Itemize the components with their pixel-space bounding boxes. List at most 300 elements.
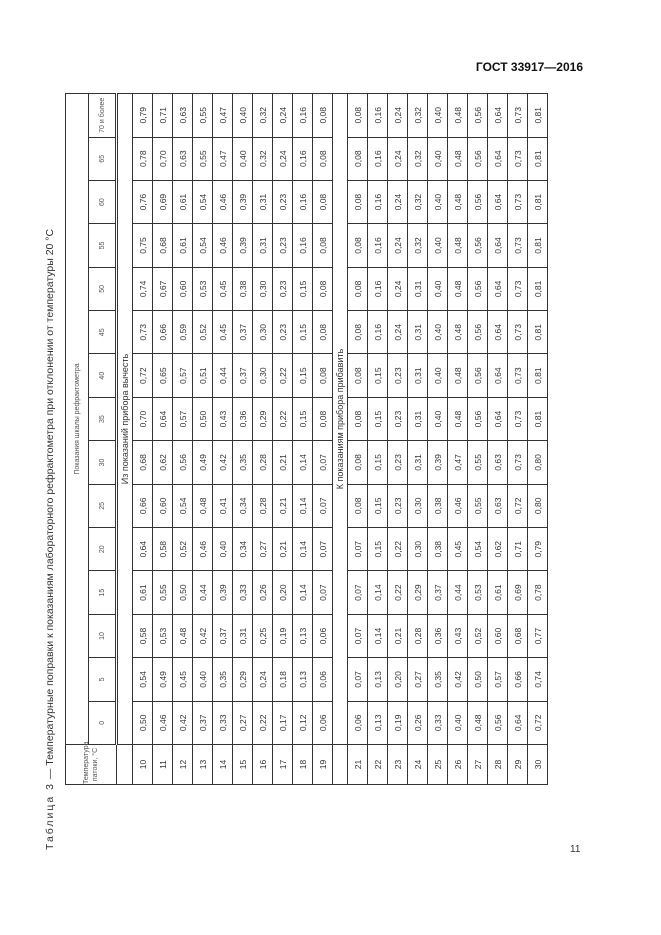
correction-cell: 0,40 [428, 94, 448, 138]
correction-cell: 0,31 [408, 397, 428, 440]
correction-cell: 0,35 [213, 658, 233, 701]
correction-cell: 0,40 [428, 267, 448, 310]
correction-cell: 0,56 [468, 397, 488, 440]
correction-cell: 0,32 [253, 137, 273, 180]
table-row [293, 94, 313, 785]
correction-cell: 0,75 [133, 224, 153, 267]
correction-cell: 0,24 [273, 137, 293, 180]
correction-cell: 0,30 [408, 484, 428, 527]
correction-cell: 0,31 [253, 224, 273, 267]
correction-cell: 0,06 [313, 701, 333, 744]
correction-cell: 0,42 [213, 441, 233, 484]
correction-cell: 0,28 [408, 614, 428, 657]
correction-cell: 0,77 [528, 614, 548, 657]
correction-cell: 0,37 [193, 701, 213, 744]
temperature-cell: 28 [488, 745, 508, 785]
correction-cell: 0,06 [348, 701, 368, 744]
correction-cell: 0,54 [193, 224, 213, 267]
correction-cell: 0,16 [368, 267, 388, 310]
column-header: 60 [89, 180, 117, 223]
column-header: 25 [89, 484, 117, 527]
correction-cell: 0,52 [193, 311, 213, 354]
correction-cell: 0,23 [273, 180, 293, 223]
correction-cell: 0,54 [193, 180, 213, 223]
correction-cell: 0,16 [293, 224, 313, 267]
correction-cell: 0,64 [488, 311, 508, 354]
correction-cell: 0,39 [233, 224, 253, 267]
correction-cell: 0,15 [293, 311, 313, 354]
correction-cell: 0,48 [468, 701, 488, 744]
column-header: 70 и более [89, 94, 117, 138]
correction-cell: 0,32 [408, 94, 428, 138]
temperature-cell: 29 [508, 745, 528, 785]
correction-cell: 0,08 [313, 180, 333, 223]
correction-cell: 0,33 [428, 701, 448, 744]
correction-cell: 0,55 [193, 137, 213, 180]
column-header: 20 [89, 528, 117, 571]
correction-cell: 0,31 [408, 311, 428, 354]
correction-cell: 0,68 [133, 441, 153, 484]
correction-cell: 0,07 [313, 571, 333, 614]
correction-cell: 0,08 [313, 267, 333, 310]
correction-cell: 0,40 [448, 701, 468, 744]
temperature-cell: 24 [408, 745, 428, 785]
correction-cell: 0,55 [468, 484, 488, 527]
correction-cell: 0,74 [133, 267, 153, 310]
correction-cell: 0,40 [428, 311, 448, 354]
correction-cell: 0,43 [448, 614, 468, 657]
correction-cell: 0,64 [488, 94, 508, 138]
temperature-cell: 22 [368, 745, 388, 785]
column-header: 0 [89, 701, 117, 744]
correction-cell: 0,31 [233, 614, 253, 657]
correction-cell: 0,74 [528, 658, 548, 701]
correction-cell: 0,62 [488, 528, 508, 571]
correction-cell: 0,80 [528, 441, 548, 484]
correction-cell: 0,16 [293, 180, 313, 223]
correction-cell: 0,21 [273, 441, 293, 484]
correction-cell: 0,45 [213, 267, 233, 310]
correction-cell: 0,80 [528, 484, 548, 527]
correction-cell: 0,19 [388, 701, 408, 744]
correction-cell: 0,08 [348, 484, 368, 527]
correction-cell: 0,23 [388, 484, 408, 527]
correction-cell: 0,56 [488, 701, 508, 744]
correction-cell: 0,58 [153, 528, 173, 571]
correction-cell: 0,41 [213, 484, 233, 527]
correction-cell: 0,81 [528, 267, 548, 310]
correction-cell: 0,64 [488, 180, 508, 223]
correction-cell: 0,32 [408, 137, 428, 180]
correction-cell: 0,56 [468, 180, 488, 223]
correction-cell: 0,50 [133, 701, 153, 744]
correction-cell: 0,08 [348, 180, 368, 223]
correction-cell: 0,16 [293, 94, 313, 138]
table-row [193, 94, 213, 785]
table-row [173, 94, 193, 785]
correction-cell: 0,40 [213, 528, 233, 571]
scale-header: Показания шкалы рефрактометра [66, 94, 89, 745]
correction-cell: 0,07 [348, 528, 368, 571]
table-row [153, 94, 173, 785]
correction-cell: 0,59 [173, 311, 193, 354]
temperature-cell: 21 [348, 745, 368, 785]
column-header: 65 [89, 137, 117, 180]
temperature-cell: 16 [253, 745, 273, 785]
correction-table [65, 93, 548, 785]
correction-cell: 0,61 [173, 224, 193, 267]
correction-cell: 0,46 [153, 701, 173, 744]
correction-cell: 0,15 [368, 484, 388, 527]
correction-cell: 0,78 [133, 137, 153, 180]
correction-cell: 0,08 [313, 311, 333, 354]
correction-cell: 0,48 [173, 614, 193, 657]
correction-cell: 0,38 [428, 484, 448, 527]
correction-cell: 0,14 [293, 441, 313, 484]
correction-cell: 0,52 [173, 528, 193, 571]
correction-cell: 0,40 [193, 658, 213, 701]
correction-cell: 0,08 [313, 137, 333, 180]
table-row [508, 94, 528, 785]
correction-cell: 0,33 [233, 571, 253, 614]
header-row [66, 94, 89, 785]
correction-cell: 0,81 [528, 137, 548, 180]
temperature-cell: 27 [468, 745, 488, 785]
correction-cell: 0,47 [213, 137, 233, 180]
rotated-table-container [65, 93, 552, 785]
correction-cell: 0,13 [293, 614, 313, 657]
correction-cell: 0,26 [253, 571, 273, 614]
correction-cell: 0,20 [388, 658, 408, 701]
correction-cell: 0,66 [153, 311, 173, 354]
correction-cell: 0,40 [233, 94, 253, 138]
correction-cell: 0,16 [368, 311, 388, 354]
correction-cell: 0,63 [173, 94, 193, 138]
correction-cell: 0,62 [153, 441, 173, 484]
correction-cell: 0,52 [468, 614, 488, 657]
caption-label: Таблица 3 [44, 782, 56, 850]
correction-cell: 0,48 [448, 354, 468, 397]
correction-cell: 0,32 [253, 94, 273, 138]
correction-cell: 0,30 [253, 267, 273, 310]
correction-cell: 0,07 [348, 614, 368, 657]
correction-cell: 0,48 [448, 397, 468, 440]
correction-cell: 0,28 [253, 441, 273, 484]
table-row [528, 94, 548, 785]
table-row [488, 94, 508, 785]
correction-cell: 0,34 [233, 484, 253, 527]
column-header: 55 [89, 224, 117, 267]
correction-cell: 0,64 [153, 397, 173, 440]
column-header: 45 [89, 311, 117, 354]
correction-cell: 0,08 [348, 94, 368, 138]
correction-cell: 0,67 [153, 267, 173, 310]
correction-cell: 0,61 [133, 571, 153, 614]
correction-cell: 0,16 [368, 180, 388, 223]
correction-cell: 0,37 [428, 571, 448, 614]
section-row [333, 94, 348, 785]
correction-cell: 0,24 [388, 224, 408, 267]
correction-cell: 0,43 [213, 397, 233, 440]
correction-cell: 0,73 [508, 180, 528, 223]
correction-cell: 0,37 [233, 354, 253, 397]
correction-cell: 0,56 [468, 94, 488, 138]
correction-cell: 0,08 [313, 94, 333, 138]
table-row [273, 94, 293, 785]
correction-cell: 0,16 [368, 94, 388, 138]
correction-cell: 0,48 [448, 224, 468, 267]
correction-cell: 0,31 [253, 180, 273, 223]
correction-cell: 0,17 [273, 701, 293, 744]
section-title: К показаниям прибора прибавить [333, 94, 348, 745]
correction-cell: 0,60 [488, 614, 508, 657]
correction-cell: 0,13 [368, 701, 388, 744]
correction-cell: 0,81 [528, 224, 548, 267]
temperature-cell: 25 [428, 745, 448, 785]
correction-cell: 0,45 [173, 658, 193, 701]
correction-cell: 0,25 [253, 614, 273, 657]
correction-cell: 0,73 [133, 311, 153, 354]
correction-cell: 0,31 [408, 267, 428, 310]
correction-cell: 0,14 [293, 484, 313, 527]
correction-cell: 0,38 [428, 528, 448, 571]
correction-cell: 0,08 [348, 267, 368, 310]
correction-cell: 0,64 [488, 137, 508, 180]
correction-cell: 0,44 [193, 571, 213, 614]
correction-cell: 0,48 [193, 484, 213, 527]
correction-cell: 0,06 [313, 614, 333, 657]
correction-cell: 0,48 [448, 94, 468, 138]
correction-cell: 0,24 [388, 180, 408, 223]
section-blank-cell [333, 745, 348, 785]
correction-cell: 0,72 [528, 701, 548, 744]
temperature-cell: 17 [273, 745, 293, 785]
correction-cell: 0,61 [173, 180, 193, 223]
correction-cell: 0,73 [508, 354, 528, 397]
correction-cell: 0,56 [468, 354, 488, 397]
table-caption [44, 90, 56, 850]
correction-cell: 0,64 [508, 701, 528, 744]
correction-cell: 0,61 [488, 571, 508, 614]
table-row [408, 94, 428, 785]
temperature-cell: 11 [153, 745, 173, 785]
correction-cell: 0,46 [193, 528, 213, 571]
correction-cell: 0,08 [348, 137, 368, 180]
correction-cell: 0,08 [313, 354, 333, 397]
correction-cell: 0,39 [428, 441, 448, 484]
column-header: 30 [89, 441, 117, 484]
correction-cell: 0,07 [313, 441, 333, 484]
correction-cell: 0,46 [448, 484, 468, 527]
correction-cell: 0,46 [213, 224, 233, 267]
correction-cell: 0,68 [508, 614, 528, 657]
correction-cell: 0,65 [153, 354, 173, 397]
correction-cell: 0,64 [488, 267, 508, 310]
correction-cell: 0,39 [233, 180, 253, 223]
table-row [468, 94, 488, 785]
correction-cell: 0,48 [448, 311, 468, 354]
correction-cell: 0,48 [448, 180, 468, 223]
correction-cell: 0,21 [388, 614, 408, 657]
correction-cell: 0,08 [348, 224, 368, 267]
correction-cell: 0,47 [213, 94, 233, 138]
temperature-cell: 23 [388, 745, 408, 785]
correction-cell: 0,50 [468, 658, 488, 701]
correction-cell: 0,45 [448, 528, 468, 571]
correction-cell: 0,37 [233, 311, 253, 354]
correction-cell: 0,54 [133, 658, 153, 701]
correction-cell: 0,19 [273, 614, 293, 657]
section-row [117, 94, 133, 785]
correction-cell: 0,42 [193, 614, 213, 657]
correction-cell: 0,26 [408, 701, 428, 744]
temperature-cell: 10 [133, 745, 153, 785]
correction-cell: 0,21 [273, 484, 293, 527]
correction-cell: 0,27 [253, 528, 273, 571]
column-header: 5 [89, 658, 117, 701]
correction-cell: 0,68 [153, 224, 173, 267]
correction-cell: 0,73 [508, 397, 528, 440]
correction-cell: 0,37 [213, 614, 233, 657]
correction-cell: 0,24 [273, 94, 293, 138]
correction-cell: 0,81 [528, 94, 548, 138]
column-header: 40 [89, 354, 117, 397]
correction-cell: 0,40 [233, 137, 253, 180]
correction-cell: 0,13 [293, 658, 313, 701]
correction-cell: 0,69 [508, 571, 528, 614]
correction-cell: 0,32 [408, 224, 428, 267]
correction-cell: 0,28 [253, 484, 273, 527]
correction-cell: 0,63 [488, 441, 508, 484]
correction-cell: 0,15 [293, 267, 313, 310]
correction-cell: 0,72 [133, 354, 153, 397]
correction-cell: 0,12 [293, 701, 313, 744]
correction-cell: 0,73 [508, 94, 528, 138]
temperature-cell: 13 [193, 745, 213, 785]
table-row [448, 94, 468, 785]
correction-cell: 0,44 [448, 571, 468, 614]
correction-cell: 0,14 [293, 571, 313, 614]
correction-cell: 0,55 [468, 441, 488, 484]
correction-cell: 0,27 [408, 658, 428, 701]
correction-cell: 0,73 [508, 137, 528, 180]
table-row [348, 94, 368, 785]
correction-cell: 0,23 [273, 267, 293, 310]
correction-cell: 0,27 [233, 701, 253, 744]
correction-cell: 0,40 [428, 180, 448, 223]
correction-cell: 0,23 [273, 224, 293, 267]
correction-cell: 0,76 [133, 180, 153, 223]
correction-cell: 0,57 [173, 397, 193, 440]
correction-cell: 0,22 [273, 397, 293, 440]
correction-cell: 0,70 [133, 397, 153, 440]
correction-cell: 0,34 [233, 528, 253, 571]
correction-cell: 0,79 [133, 94, 153, 138]
correction-cell: 0,30 [253, 354, 273, 397]
correction-cell: 0,14 [293, 528, 313, 571]
correction-cell: 0,16 [368, 137, 388, 180]
correction-cell: 0,31 [408, 441, 428, 484]
correction-cell: 0,53 [193, 267, 213, 310]
correction-cell: 0,48 [448, 137, 468, 180]
correction-cell: 0,72 [508, 484, 528, 527]
column-header: 10 [89, 614, 117, 657]
correction-cell: 0,07 [348, 571, 368, 614]
table-row [133, 94, 153, 785]
correction-cell: 0,64 [488, 354, 508, 397]
correction-cell: 0,38 [233, 267, 253, 310]
correction-cell: 0,50 [173, 571, 193, 614]
correction-cell: 0,33 [213, 701, 233, 744]
temperature-cell: 18 [293, 745, 313, 785]
correction-cell: 0,24 [388, 267, 408, 310]
correction-cell: 0,45 [213, 311, 233, 354]
correction-cell: 0,07 [313, 528, 333, 571]
correction-cell: 0,60 [153, 484, 173, 527]
correction-cell: 0,21 [273, 528, 293, 571]
correction-cell: 0,42 [448, 658, 468, 701]
correction-cell: 0,66 [133, 484, 153, 527]
correction-cell: 0,23 [273, 311, 293, 354]
correction-cell: 0,55 [153, 571, 173, 614]
correction-cell: 0,36 [233, 397, 253, 440]
correction-cell: 0,22 [253, 701, 273, 744]
correction-cell: 0,66 [508, 658, 528, 701]
column-header: 50 [89, 267, 117, 310]
table-row [213, 94, 233, 785]
correction-cell: 0,07 [313, 484, 333, 527]
correction-cell: 0,79 [528, 528, 548, 571]
table-row [313, 94, 333, 785]
correction-cell: 0,50 [193, 397, 213, 440]
correction-cell: 0,64 [133, 528, 153, 571]
correction-cell: 0,73 [508, 267, 528, 310]
column-header-row [89, 94, 117, 785]
temperature-cell: 14 [213, 745, 233, 785]
column-header: 35 [89, 397, 117, 440]
correction-cell: 0,35 [233, 441, 253, 484]
correction-cell: 0,40 [428, 224, 448, 267]
correction-cell: 0,73 [508, 311, 528, 354]
correction-cell: 0,71 [153, 94, 173, 138]
correction-cell: 0,56 [468, 224, 488, 267]
correction-cell: 0,57 [173, 354, 193, 397]
correction-cell: 0,81 [528, 354, 548, 397]
correction-cell: 0,24 [388, 311, 408, 354]
correction-cell: 0,69 [153, 180, 173, 223]
table-row [388, 94, 408, 785]
table-row [253, 94, 273, 785]
correction-cell: 0,06 [313, 658, 333, 701]
caption-text: — Температурные поправки к показаниям лабораторного рефрактометра при отклонении от температуры 20 °С [44, 228, 56, 783]
correction-cell: 0,54 [468, 528, 488, 571]
correction-cell: 0,71 [508, 528, 528, 571]
correction-cell: 0,73 [508, 224, 528, 267]
correction-cell: 0,22 [273, 354, 293, 397]
temperature-cell: 30 [528, 745, 548, 785]
correction-cell: 0,35 [428, 658, 448, 701]
correction-cell: 0,30 [408, 528, 428, 571]
correction-cell: 0,47 [448, 441, 468, 484]
table-row [233, 94, 253, 785]
correction-cell: 0,31 [408, 354, 428, 397]
column-header: 15 [89, 571, 117, 614]
table-row [428, 94, 448, 785]
correction-cell: 0,08 [348, 354, 368, 397]
correction-cell: 0,15 [368, 354, 388, 397]
temperature-cell: 19 [313, 745, 333, 785]
correction-cell: 0,49 [153, 658, 173, 701]
